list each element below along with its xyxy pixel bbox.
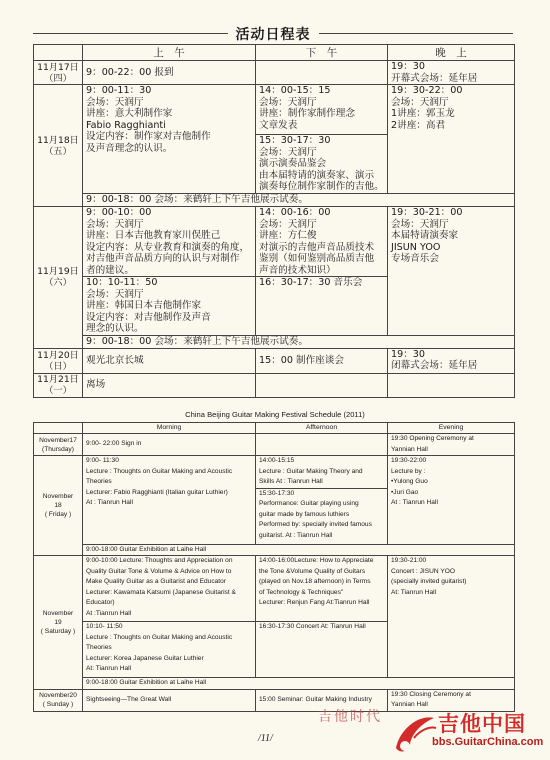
text-line: 14：00-15：15 — [259, 85, 331, 96]
cn-morning-cell — [83, 85, 256, 194]
text-line: 15:00 Seminar: Guitar Making Industry — [259, 695, 372, 703]
text-line: 本届特请演奏家 — [391, 230, 459, 241]
cn-header-afternoon: 下 午 — [256, 45, 388, 61]
text-line: 9：00-10：00 — [86, 207, 152, 218]
en-header-evening: Evening — [388, 423, 515, 434]
cn-header-blank — [34, 45, 83, 61]
cn-header-morning: 上 午 — [83, 45, 256, 61]
text-line: 者的建议。 — [86, 264, 134, 276]
text-line: Make Quality Guitar as a Guitarist and Educator — [86, 578, 226, 585]
text-line: Theories — [86, 478, 112, 485]
text-line: 19:30-21:00 — [391, 557, 427, 564]
text-line: 2讲座：高君 — [391, 119, 446, 131]
cn-exhibit-cell: 9：00-18：00 会场：来鹤轩上下午吉他展示试奏。 — [83, 194, 515, 207]
text-line: 理念的认识。 — [86, 323, 144, 334]
cn-afternoon-cell — [256, 373, 388, 397]
text-line: 讲座：方仁俊 — [259, 230, 317, 241]
site-logo[interactable] — [390, 706, 550, 758]
text-line: 会场：天润厅 — [391, 96, 449, 108]
cn-schedule-title: 活动日程表 — [228, 27, 319, 43]
text-line: Quality Guitar Tone & Volume & Advice on How to — [86, 567, 232, 575]
text-line: of Technology & Techniques" — [259, 588, 344, 596]
cn-afternoon-cell — [256, 61, 388, 85]
text-line: ( Sunday ) — [42, 701, 74, 708]
text-line: Lecturer: Korea Japanese Guitar Luthier — [86, 654, 204, 662]
text-line: 会场：天润厅 — [86, 218, 144, 230]
text-line: November — [42, 493, 74, 500]
text-line: （五） — [44, 145, 72, 157]
cn-afternoon-cell — [256, 207, 388, 277]
text-line: 9：00-11：30 — [86, 85, 152, 96]
text-line: Fabio Ragghianti — [86, 119, 166, 131]
guitar-swirl-icon — [390, 708, 440, 758]
en-exhibit-cell: 9:00-18:00 Guitar Exhibition at Laihe Hall — [83, 678, 515, 690]
en-evening-cell — [388, 456, 515, 545]
text-line: ( Friday ) — [44, 511, 72, 518]
text-line: Lecture : Guitar Making Theory and — [259, 467, 363, 475]
cn-morning-cell — [83, 373, 256, 397]
text-line: Theories — [86, 644, 112, 651]
cn-title-bar — [33, 22, 513, 44]
text-line: 9:00-10:00 Lecture: Thoughts and Appreciation on — [86, 557, 233, 564]
cn-date-cell — [34, 61, 83, 85]
text-line: 9:00- 22:00 Sign in — [86, 440, 142, 448]
text-line: 19:30 Closing Ceremony at — [391, 690, 471, 698]
text-line: Lecturer: Fabio Ragghianti (Italian guitar Luthier) — [86, 488, 228, 496]
text-line: 19 — [54, 618, 62, 626]
text-line: At : Tianrun Hall — [391, 499, 438, 506]
text-line: 讲座：意大利制作家 — [86, 108, 173, 119]
page-number: /11/ — [258, 733, 273, 744]
text-line: At :Tianrun Hall — [86, 609, 132, 617]
text-line: Lecturer: Renjun Fang At:Tianrun Hall — [259, 599, 370, 606]
text-line: Educator) — [86, 599, 115, 606]
text-line: 19：30-22：00 — [391, 85, 463, 96]
logo-url: bbs.GuitarChina.com — [432, 736, 544, 748]
en-morning-cell — [83, 622, 256, 678]
en-header-afternoon: Affternoon — [256, 423, 388, 434]
text-line: 声音的技术知识） — [259, 264, 336, 276]
en-morning-cell — [83, 434, 256, 456]
text-line: 鉴别（如何鉴别高品质吉他 — [259, 253, 375, 264]
en-afternoon-cell — [256, 622, 388, 678]
text-line: （六） — [44, 277, 72, 289]
text-line: Yannian Hall — [391, 445, 428, 453]
cn-date-cell — [34, 85, 83, 207]
text-line: (played on Nov.18 afternoon) in Terms — [259, 578, 371, 585]
text-line: At: Tianrun Hall — [391, 588, 437, 596]
text-line: ( Saturday ) — [40, 627, 76, 635]
text-line: （四） — [44, 72, 72, 84]
text-line: 19：30 — [391, 348, 426, 360]
text-line: November20 — [39, 692, 77, 699]
text-line: 15：30-17：30 — [259, 135, 331, 146]
text-line: 演示演奏品鉴会 — [259, 158, 327, 169]
en-date-cell — [34, 456, 83, 556]
cn-evening-cell — [388, 373, 515, 397]
text-line: Lecture : Thoughts on Guitar Making and Acoustic — [86, 633, 233, 641]
cn-morning-cell — [83, 348, 256, 373]
en-exhibit-cell: 9:00-18:00 Guitar Exhibition at Laihe Hall — [83, 544, 515, 556]
en-header-blank — [34, 423, 83, 434]
text-line: 开幕式会场：延年居 — [391, 72, 478, 84]
text-line: 讲座：制作家制作理念 — [259, 108, 355, 119]
text-line: (specially invited guitarist) — [391, 578, 467, 585]
text-line: guitarist. At : Tianrun Hall — [259, 531, 333, 539]
en-date-cell — [34, 556, 83, 690]
text-line: Skills At : Tianrun Hall — [259, 478, 323, 485]
text-line: 10:10- 11:50 — [86, 623, 123, 630]
text-line: 11月19日 — [37, 266, 79, 278]
text-line: •Yulong Guo — [391, 478, 428, 485]
text-line: November — [42, 609, 74, 617]
cn-morning-cell — [83, 277, 256, 336]
text-line: 设定内容：对吉他制作及声音 — [86, 311, 211, 323]
text-line: 会场：天润厅 — [86, 288, 144, 300]
cn-evening-cell — [388, 207, 515, 336]
watermark-text: 吉他时代 — [318, 709, 382, 725]
en-schedule-title: China Beijing Guitar Making Festival Schedule (2011) — [185, 410, 365, 419]
text-line: 11月17日 — [37, 61, 79, 73]
cn-morning-cell — [83, 207, 256, 277]
text-line: 9：00-22：00 报到 — [86, 66, 174, 78]
cn-date-cell — [34, 348, 83, 373]
text-line: 讲座：韩国日本吉他制作家 — [86, 300, 202, 311]
text-line: 15:30-17:30 — [259, 489, 295, 497]
en-evening-cell — [388, 556, 515, 678]
text-line: (Thursday) — [42, 445, 74, 453]
text-line: Performed by: specially invited famous — [259, 521, 372, 528]
text-line: 1讲座：郭玉龙 — [391, 108, 455, 119]
text-line: 19：30 — [391, 61, 426, 72]
text-line: 11月18日 — [37, 134, 79, 146]
text-line: 离场 — [86, 379, 106, 391]
en-date-cell — [34, 689, 83, 711]
text-line: 及声音理念的认识。 — [86, 142, 173, 154]
text-line: 设定内容：制作家对吉他制作 — [86, 131, 211, 142]
text-line: 14：00-16：00 — [259, 207, 331, 218]
cn-exhibit-cell: 9：00-18：00 会场：来鹤轩上下午吉他展示试奏。 — [83, 335, 515, 348]
en-afternoon-cell — [256, 556, 388, 622]
text-line: 演奏每位制作家制作的吉他。 — [259, 181, 384, 192]
text-line: 18 — [54, 502, 62, 509]
cn-header-evening: 晚 上 — [388, 45, 515, 61]
text-line: 16:30-17:30 Concert At: Tianrun Hall — [259, 623, 366, 630]
en-schedule-table — [33, 422, 515, 712]
text-line: 14:00-16:00Lecture: How to Appreciate — [259, 557, 374, 564]
text-line: 会场：天润厅 — [259, 146, 317, 158]
text-line: （一） — [44, 385, 72, 396]
text-line: （日） — [44, 360, 72, 372]
text-line: 19:30 Opening Ceremony at — [391, 435, 474, 442]
cn-afternoon-cell — [256, 348, 388, 373]
text-line: the Tone &Volume Quality of Guitars — [259, 567, 366, 575]
text-line: 11月20日 — [37, 349, 79, 361]
en-morning-cell — [83, 556, 256, 622]
text-line: Lecture : Thoughts on Guitar Making and Acoustic — [86, 467, 233, 475]
text-line: 文章发表 — [259, 119, 298, 131]
text-line: At : Tianrun Hall — [86, 499, 133, 506]
cn-evening-cell — [388, 85, 515, 194]
en-date-cell — [34, 434, 83, 456]
text-line: Lecturer: Kawamata Katsumi (Japanese Guitarist & — [86, 588, 236, 596]
text-line: JISUN YOO — [391, 241, 441, 253]
text-line: 会场：天润厅 — [259, 218, 317, 230]
text-line: Concert : JISUN YOO — [391, 567, 456, 575]
text-line: 对演示的吉他声音品质技术 — [259, 241, 375, 253]
en-header-morning: Morning — [83, 423, 256, 434]
cn-evening-cell — [388, 61, 515, 85]
text-line: •Juri Gao — [391, 488, 419, 496]
cn-date-cell — [34, 373, 83, 397]
text-line: November17 — [39, 436, 77, 444]
en-afternoon-cell — [256, 488, 388, 544]
cn-morning-cell — [83, 61, 256, 85]
text-line: 19:30-22:00 — [391, 457, 427, 464]
text-line: 讲座：日本吉他教育家川俣胜己 — [86, 230, 221, 241]
cn-afternoon-cell — [256, 277, 388, 336]
en-afternoon-cell — [256, 434, 388, 456]
en-afternoon-cell — [256, 456, 388, 489]
text-line: 设定内容：从专业教育和演奏的角度， — [86, 241, 250, 253]
logo-site-name: 吉他中国 — [438, 712, 526, 736]
text-line: 9:00- 11:30 — [86, 457, 119, 464]
cn-schedule-table — [33, 44, 515, 398]
cn-evening-cell — [388, 348, 515, 373]
text-line: At: Tianrun Hall — [86, 665, 132, 672]
text-line: 专场音乐会 — [391, 253, 439, 264]
text-line: 闭幕式会场：延年居 — [391, 360, 478, 371]
text-line: 观光北京长城 — [86, 354, 144, 366]
cn-date-cell — [34, 207, 83, 349]
text-line: Sightseeing—The Great Wall — [86, 695, 172, 703]
text-line: 会场：天润厅 — [391, 218, 449, 230]
text-line: 14:00-15:15 — [259, 457, 295, 464]
text-line: 15：00 制作座谈会 — [259, 354, 345, 366]
text-line: Performance: Guitar playing using — [259, 500, 359, 507]
en-morning-cell — [83, 456, 256, 545]
text-line: 16：30-17：30 音乐会 — [259, 277, 363, 288]
text-line: 会场：天润厅 — [86, 96, 144, 108]
cn-afternoon-cell — [256, 85, 388, 135]
en-evening-cell — [388, 434, 515, 456]
text-line: Lecture by : — [391, 467, 426, 475]
en-morning-cell — [83, 689, 256, 711]
text-line: guitar made by famous luthiers — [259, 510, 350, 518]
text-line: 11月21日 — [37, 374, 79, 385]
text-line: 10：10-11：50 — [86, 277, 158, 288]
text-line: Yannian Hall — [391, 701, 428, 708]
text-line: 由本届特请的演奏家、演示 — [259, 169, 375, 181]
text-line: 19：30-21：00 — [391, 207, 463, 218]
cn-afternoon-cell — [256, 135, 388, 194]
text-line: 会场：天润厅 — [259, 96, 317, 108]
text-line: 对吉他声音品质方向的认识与对制作 — [86, 253, 240, 264]
